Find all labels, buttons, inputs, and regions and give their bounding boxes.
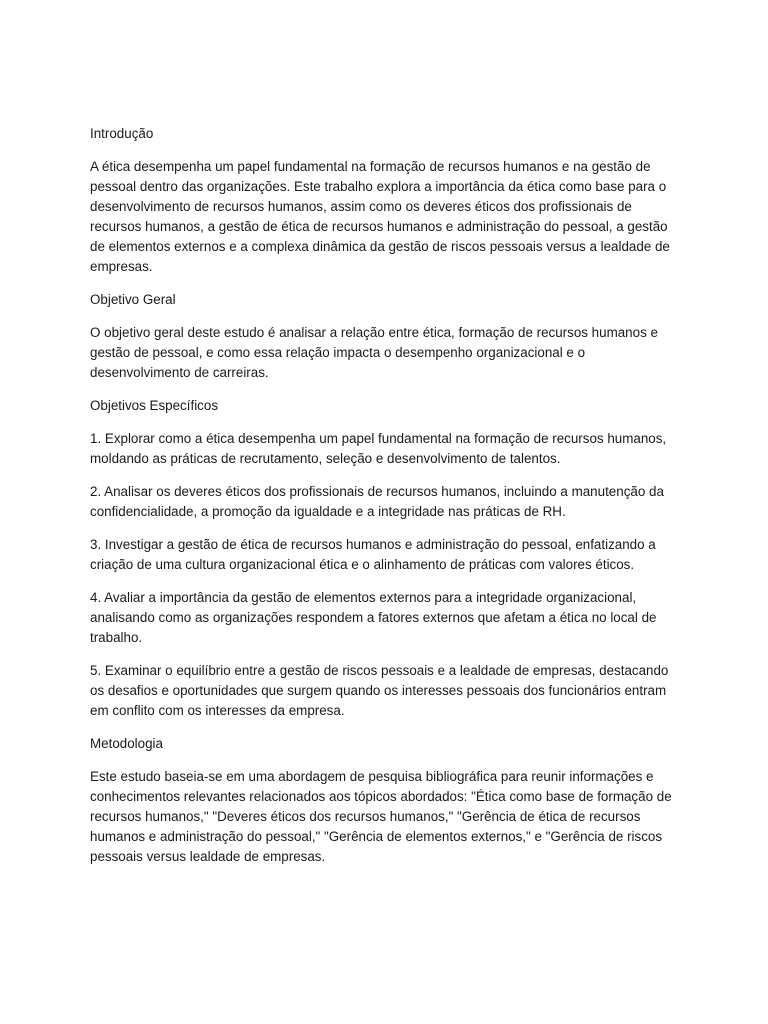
specific-objective-item: 5. Examinar o equilíbrio entre a gestão de riscos pessoais e a lealdade de empresas, destacando os desafios e oportunidades que surgem quando os interesses pessoais dos funcionários entram em conflito com os interesses da empresa. <box>90 663 669 718</box>
general-objective-paragraph: O objetivo geral deste estudo é analisar a relação entre ética, formação de recursos humanos e gestão de pessoal, e como essa relação impacta o desempenho organizacional e o desenvolvimento de carreiras. <box>90 325 658 380</box>
intro-paragraph: A ética desempenha um papel fundamental na formação de recursos humanos e na gestão de pessoal dentro das organizações. Este trabalho explora a importância da ética como base para o desenvolvimento de recursos humanos, assim como os deveres éticos dos profissionais de recursos humanos, a gestão de ética de recursos humanos e administração do pessoal, a gestão de elementos externos e a complexa dinâmica da gestão de riscos pessoais versus a lealdade de empresas. <box>90 159 670 274</box>
general-objective-heading: Objetivo Geral <box>90 292 176 307</box>
specific-objective-item: 3. Investigar a gestão de ética de recursos humanos e administração do pessoal, enfatizando a criação de uma cultura organizacional ética e o alinhamento de práticas com valores éticos. <box>90 537 656 572</box>
specific-objective-item: 4. Avaliar a importância da gestão de elementos externos para a integridade organizacional, analisando como as organizações respondem a fatores externos que afetam a ética no local de trabalho. <box>90 590 657 645</box>
specific-objective-item: 2. Analisar os deveres éticos dos profissionais de recursos humanos, incluindo a manutenção da confidencialidade, a promoção da igualdade e a integridade nas práticas de RH. <box>90 484 664 519</box>
intro-heading: Introdução <box>90 126 154 141</box>
specific-objectives-heading: Objetivos Específicos <box>90 398 219 413</box>
methodology-heading: Metodologia <box>90 736 163 751</box>
methodology-paragraph: Este estudo baseia-se em uma abordagem de pesquisa bibliográfica para reunir informações e conhecimentos relevantes relacionados aos tópicos abordados: "Ética como base de formação de recursos humanos," "Deveres éticos dos recursos humanos," "Gerência de ética de recursos humanos e administração do pessoal," "Gerência de elementos externos," e "Gerência de riscos pessoais versus lealdade de empresas. <box>90 769 672 864</box>
specific-objective-item: 1. Explorar como a ética desempenha um papel fundamental na formação de recursos humanos, moldando as práticas de recrutamento, seleção e desenvolvimento de talentos. <box>90 431 667 466</box>
document-page <box>90 124 680 880</box>
